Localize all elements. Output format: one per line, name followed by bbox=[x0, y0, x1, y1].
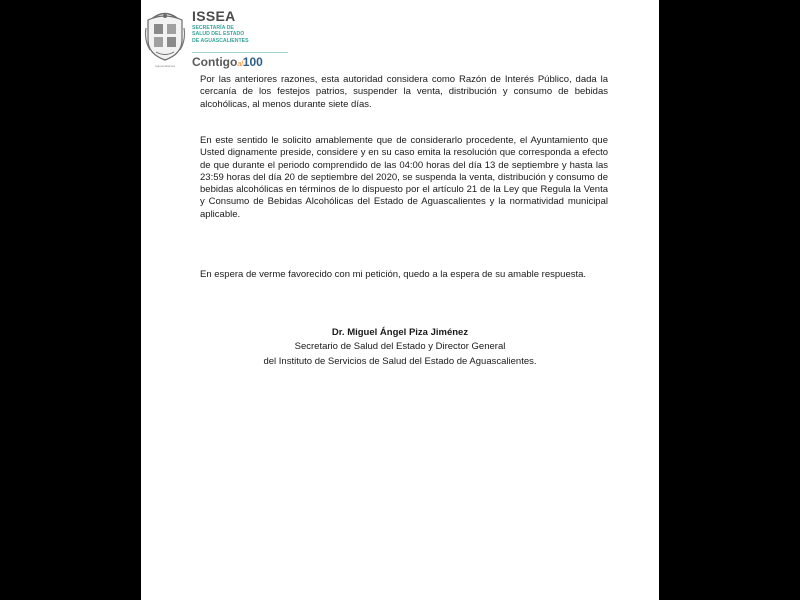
logo-divider bbox=[192, 52, 288, 53]
org-full-line: DE AGUASCALIENTES bbox=[192, 37, 249, 44]
paragraph-request: En este sentido le solicito amablemente que de considerarlo procedente, el Ayuntamiento que Usted dignamente preside, considere y en su caso emita la resolución que corresponda a efecto de que durante el periodo comprendido de las 04:00 horas del día 13 de septiembre y hasta las 23:59 horas del día 20 de septiembre del 2020, se suspenda la venta, distribución y consumo de bebidas alcohólicas en términos de lo dispuesto por el artículo 21 de la Ley que Regula la Venta y Consumo de Bebidas Alcohólicas del Estado de Aguascalientes y la normatividad municipal aplicable. bbox=[200, 135, 608, 220]
slogan-number: 100 bbox=[242, 55, 263, 69]
state-seal-icon bbox=[144, 10, 186, 62]
org-full-name bbox=[192, 25, 302, 44]
slogan-logo bbox=[192, 55, 263, 69]
paragraph-reason: Por las anteriores razones, esta autoridad considera como Razón de Interés Público, dada la cercanía de los festejos patrios, suspender la venta, distribución y consumo de bebidas alcohólicas, al menos durante siete días. bbox=[200, 74, 608, 110]
signatory-title-line: del Instituto de Servicios de Salud del Estado de Aguascalientes. bbox=[263, 356, 537, 367]
slogan-al: al bbox=[237, 61, 243, 68]
letterhead bbox=[141, 6, 341, 70]
slogan-main: Contigo bbox=[192, 55, 238, 69]
org-acronym: ISSEA bbox=[192, 8, 236, 24]
signatory-title-line: Secretario de Salud del Estado y Director General bbox=[294, 341, 506, 352]
signatory-name: Dr. Miguel Ángel Piza Jiménez bbox=[331, 327, 469, 338]
org-full-line: SALUD DEL ESTADO bbox=[192, 31, 245, 38]
paragraph-closing: En espera de verme favorecido con mi petición, quedo a la espera de su amable respuesta. bbox=[200, 269, 587, 280]
document-page bbox=[141, 0, 659, 600]
seal-caption: Aguascalientes bbox=[154, 64, 176, 68]
org-full-line: SECRETARÍA DE bbox=[192, 25, 234, 31]
